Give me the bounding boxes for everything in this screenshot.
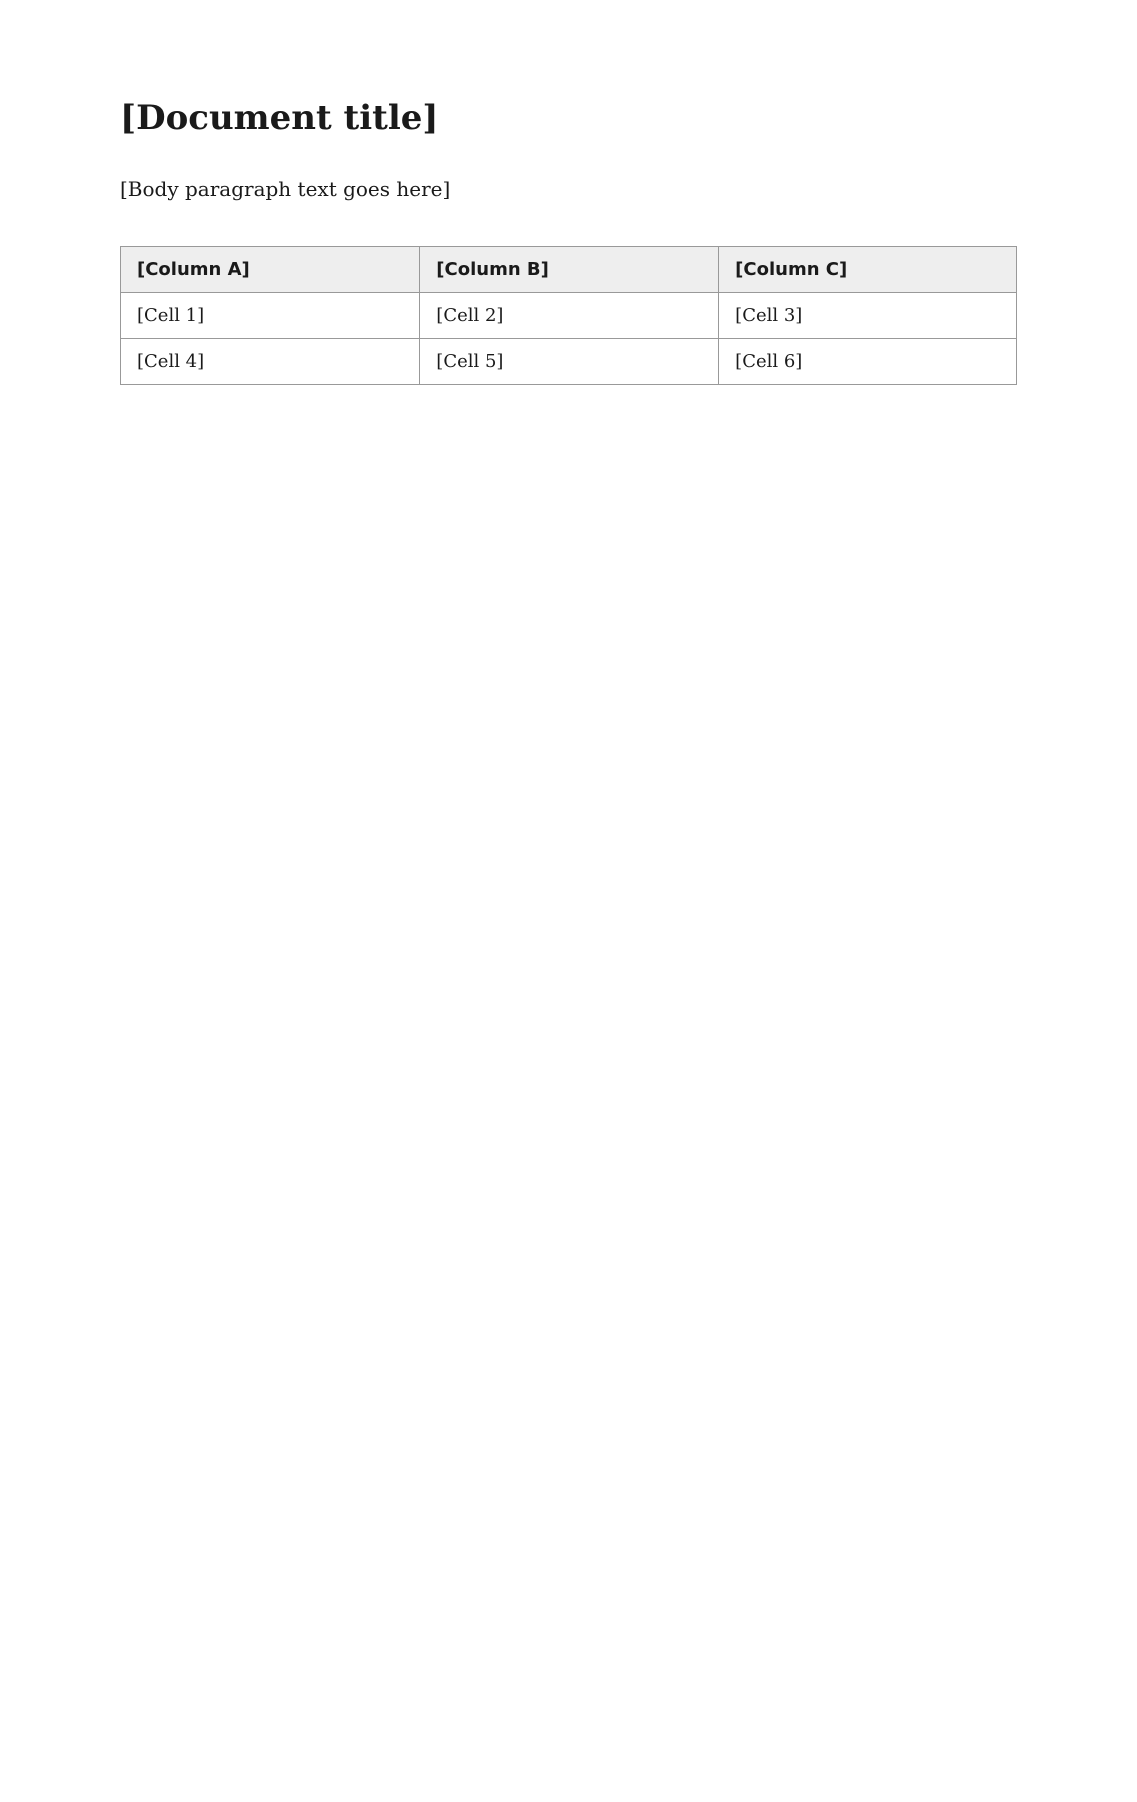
- table-cell: [Cell 6]: [719, 339, 1017, 385]
- table-header-cell: [Column B]: [420, 247, 719, 293]
- table-cell: [Cell 3]: [719, 293, 1017, 339]
- table-cell: [Cell 2]: [420, 293, 719, 339]
- document-table: [120, 246, 1017, 385]
- table-row: [121, 339, 1017, 385]
- table-cell: [Cell 4]: [121, 339, 420, 385]
- table-header-cell: [Column C]: [719, 247, 1017, 293]
- table-header-row: [121, 247, 1017, 293]
- table-cell: [Cell 5]: [420, 339, 719, 385]
- table-row: [121, 293, 1017, 339]
- table-cell: [Cell 1]: [121, 293, 420, 339]
- table-header-cell: [Column A]: [121, 247, 420, 293]
- document-paragraph: [Body paragraph text goes here]: [120, 177, 451, 202]
- document-title: [Document title]: [120, 98, 439, 138]
